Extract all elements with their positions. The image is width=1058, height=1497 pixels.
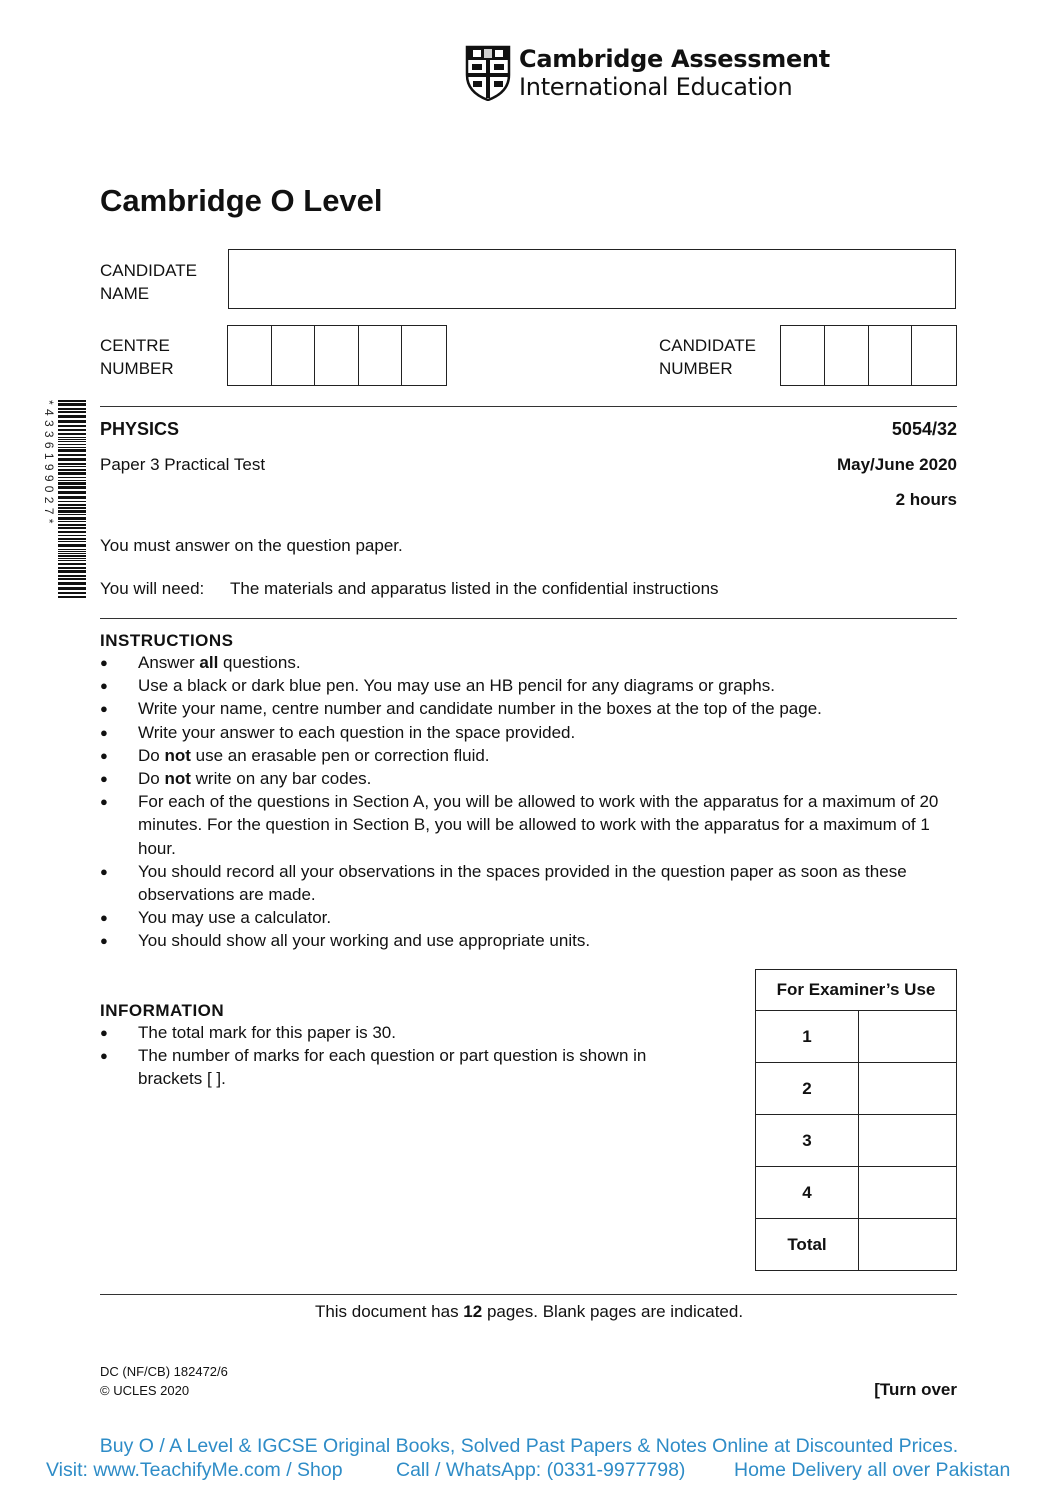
instruction-item [100, 744, 960, 767]
divider [100, 406, 957, 407]
instruction-item [100, 721, 960, 744]
barcode-bar [58, 444, 86, 445]
barcode-bar [58, 596, 86, 598]
barcode-bar [58, 535, 86, 536]
instruction-text: Use a black or dark blue pen. You may use an HB pencil for any diagrams or graphs. [138, 676, 775, 696]
turn-over: [Turn over [874, 1380, 957, 1399]
barcode-bar [58, 563, 86, 565]
digit-cell[interactable] [359, 326, 403, 385]
label-line: CENTRE [100, 336, 170, 355]
barcode-bar [58, 558, 86, 559]
instruction-item [100, 674, 960, 697]
barcode-bar [58, 521, 86, 522]
promo-phone[interactable]: Call / WhatsApp: (0331-9977798) [396, 1459, 686, 1481]
instruction-text: Do [138, 745, 165, 765]
instruction-item [100, 860, 960, 906]
exam-session: May/June 2020 [836, 455, 957, 474]
page-count-pre: This document has [314, 1302, 464, 1321]
instruction-text: Write your answer to each question in the space provided. [138, 722, 576, 742]
barcode-bar [58, 582, 86, 585]
barcode-bar [58, 553, 86, 554]
digit-cell[interactable] [912, 326, 956, 385]
barcode-bar [58, 482, 86, 485]
examiner-row [756, 1011, 957, 1063]
label-line: NUMBER [100, 359, 174, 378]
barcode-bar [58, 517, 86, 520]
mark-cell[interactable] [859, 1115, 957, 1167]
digit-cell[interactable] [869, 326, 913, 385]
need-label: You will need: [100, 579, 205, 598]
page-count-post: pages. Blank pages are indicated. [482, 1302, 744, 1321]
divider [100, 1294, 957, 1295]
instruction-text: Answer [138, 653, 200, 672]
question-number: 4 [756, 1167, 859, 1219]
examiner-row [756, 1063, 957, 1115]
barcode-bar [58, 514, 86, 515]
instruction-text: use an erasable pen or correction fluid. [190, 745, 490, 765]
question-number: 3 [756, 1115, 859, 1167]
information-heading: INFORMATION [100, 1001, 225, 1020]
barcode-bar [58, 466, 86, 467]
barcode-bar [58, 496, 86, 499]
barcode-bar [58, 504, 86, 506]
document-reference: DC (NF/CB) 182472/6 [100, 1364, 228, 1379]
barcode-bar [58, 469, 86, 471]
instruction-item [100, 767, 960, 790]
page-count-note [0, 1302, 1058, 1322]
barcode-bar [58, 527, 86, 529]
barcode-bar [58, 454, 86, 456]
candidate-number-field[interactable] [780, 325, 957, 386]
barcode-bar [58, 439, 86, 440]
barcode-bar [58, 531, 86, 533]
question-number: 1 [756, 1011, 859, 1063]
answer-note: You must answer on the question paper. [100, 536, 403, 555]
barcode-bar [58, 567, 86, 569]
information-item: ● The total mark for this paper is 30. [100, 1021, 700, 1044]
instruction-item [100, 697, 960, 720]
page-count-number: 12 [463, 1302, 483, 1321]
exam-duration: 2 hours [895, 490, 957, 509]
instruction-text: questions. [218, 653, 301, 672]
barcode [42, 398, 88, 603]
barcode-bar [58, 463, 86, 465]
cambridge-logo [465, 45, 830, 101]
barcode-bar [58, 411, 86, 413]
barcode-bar [58, 510, 86, 513]
examiner-row [756, 1115, 957, 1167]
barcode-bar [58, 549, 86, 550]
digit-cell[interactable] [402, 326, 446, 385]
digit-cell[interactable] [315, 326, 359, 385]
instructions-section [100, 631, 960, 953]
barcode-number: *4336199027* [42, 400, 56, 528]
barcode-bar [58, 555, 86, 557]
mark-cell[interactable] [859, 1011, 957, 1063]
barcode-bar [58, 544, 86, 547]
copyright: © UCLES 2020 [100, 1383, 190, 1398]
barcode-bar [58, 538, 86, 540]
instruction-emphasis: not [164, 769, 191, 789]
mark-cell[interactable] [859, 1219, 957, 1271]
barcode-bar [58, 400, 86, 402]
instruction-item [100, 906, 960, 929]
barcode-bar [58, 486, 86, 489]
barcode-bar [58, 449, 86, 452]
barcode-bar [58, 578, 86, 580]
examiner-table-heading: For Examiner’s Use [756, 970, 957, 1011]
barcode-bar [58, 560, 86, 561]
instruction-item [100, 651, 960, 674]
mark-cell[interactable] [859, 1167, 957, 1219]
exam-level-title: Cambridge O Level [100, 183, 383, 218]
instruction-item [100, 790, 960, 860]
examiner-row [756, 1219, 957, 1271]
digit-cell[interactable] [272, 326, 316, 385]
barcode-bar [58, 575, 86, 577]
barcode-bar [58, 437, 86, 438]
barcode-bar [58, 501, 86, 502]
centre-number-label [100, 334, 230, 380]
barcode-bar [58, 507, 86, 509]
candidate-name-field[interactable] [228, 249, 956, 309]
label-line: CANDIDATE [100, 261, 197, 280]
instruction-text: You should show all your working and use appropriate units. [138, 931, 591, 951]
barcode-bar [58, 458, 86, 461]
barcode-bar [58, 408, 86, 410]
label-line: CANDIDATE [659, 336, 756, 355]
logo-line-2: International Education [519, 73, 793, 101]
instruction-text: For each of the questions in Section A, you will be allowed to work with the apparatus for a maximum of 20 minutes. For the question in Section B, you will be allowed to work with the apparatus for a maximum of 1 hour. [138, 792, 939, 858]
instruction-text: Write your name, centre number and candidate number in the boxes at the top of the page. [138, 699, 822, 719]
candidate-number-label [659, 334, 789, 380]
cambridge-shield-icon [465, 45, 511, 101]
paper-name: Paper 3 Practical Test [100, 455, 266, 474]
promo-line: Buy O / A Level & IGCSE Original Books, Solved Past Papers & Notes Online at Discounted Prices. [99, 1435, 959, 1457]
instruction-emphasis: all [199, 653, 219, 672]
information-list [100, 1021, 700, 1091]
instruction-emphasis: not [164, 745, 191, 765]
instruction-text: You may use a calculator. [138, 908, 332, 928]
barcode-bar [58, 429, 86, 431]
barcode-bar [58, 420, 86, 423]
barcode-bar [58, 480, 86, 481]
label-line: NAME [100, 284, 150, 303]
instructions-list [100, 651, 960, 953]
barcode-bar [58, 441, 86, 442]
candidate-name-label [100, 259, 230, 305]
centre-number-field[interactable] [227, 325, 447, 386]
examiner-use-table [755, 969, 957, 1271]
digit-cell[interactable] [228, 326, 272, 385]
examiner-row [756, 1167, 957, 1219]
barcode-bar [58, 491, 86, 494]
promo-delivery: Home Delivery all over Pakistan [734, 1459, 1011, 1481]
instructions-heading: INSTRUCTIONS [100, 631, 234, 650]
barcode-bar [58, 541, 86, 542]
barcode-bar [58, 592, 86, 594]
barcode-bar [58, 472, 86, 475]
information-section [100, 1001, 700, 1091]
barcode-bar [58, 425, 86, 427]
instruction-text: You should record all your observations in the spaces provided in the question paper as soon as these observations are made. [138, 861, 907, 905]
digit-cell[interactable] [781, 326, 825, 385]
barcode-bar [58, 415, 86, 418]
subject-name: PHYSICS [100, 419, 180, 439]
barcode-graphic [42, 398, 88, 603]
barcode-bar [58, 433, 86, 435]
paper-code: 5054/32 [891, 419, 957, 439]
barcode-bar [58, 551, 86, 552]
barcode-bar [58, 403, 86, 406]
barcode-bar [58, 477, 86, 478]
barcode-bar [58, 587, 86, 590]
logo-line-1: Cambridge Assessment [519, 45, 830, 73]
instruction-text: write on any bar codes. [190, 769, 372, 789]
mark-cell[interactable] [859, 1063, 957, 1115]
question-number: 2 [756, 1063, 859, 1115]
divider [100, 618, 957, 619]
promo-website[interactable]: Visit: www.TeachifyMe.com / Shop [46, 1459, 343, 1481]
barcode-bar [58, 524, 86, 526]
digit-cell[interactable] [825, 326, 869, 385]
information-item: ● The number of marks for each question or part question is shown in brackets [ ]. [100, 1044, 700, 1090]
label-line: NUMBER [659, 359, 733, 378]
instruction-text: Do [138, 769, 165, 789]
instruction-item [100, 929, 960, 952]
need-text: The materials and apparatus listed in the confidential instructions [230, 579, 719, 598]
barcode-bar [58, 447, 86, 448]
question-number: Total [756, 1219, 859, 1271]
barcode-bar [58, 570, 86, 573]
